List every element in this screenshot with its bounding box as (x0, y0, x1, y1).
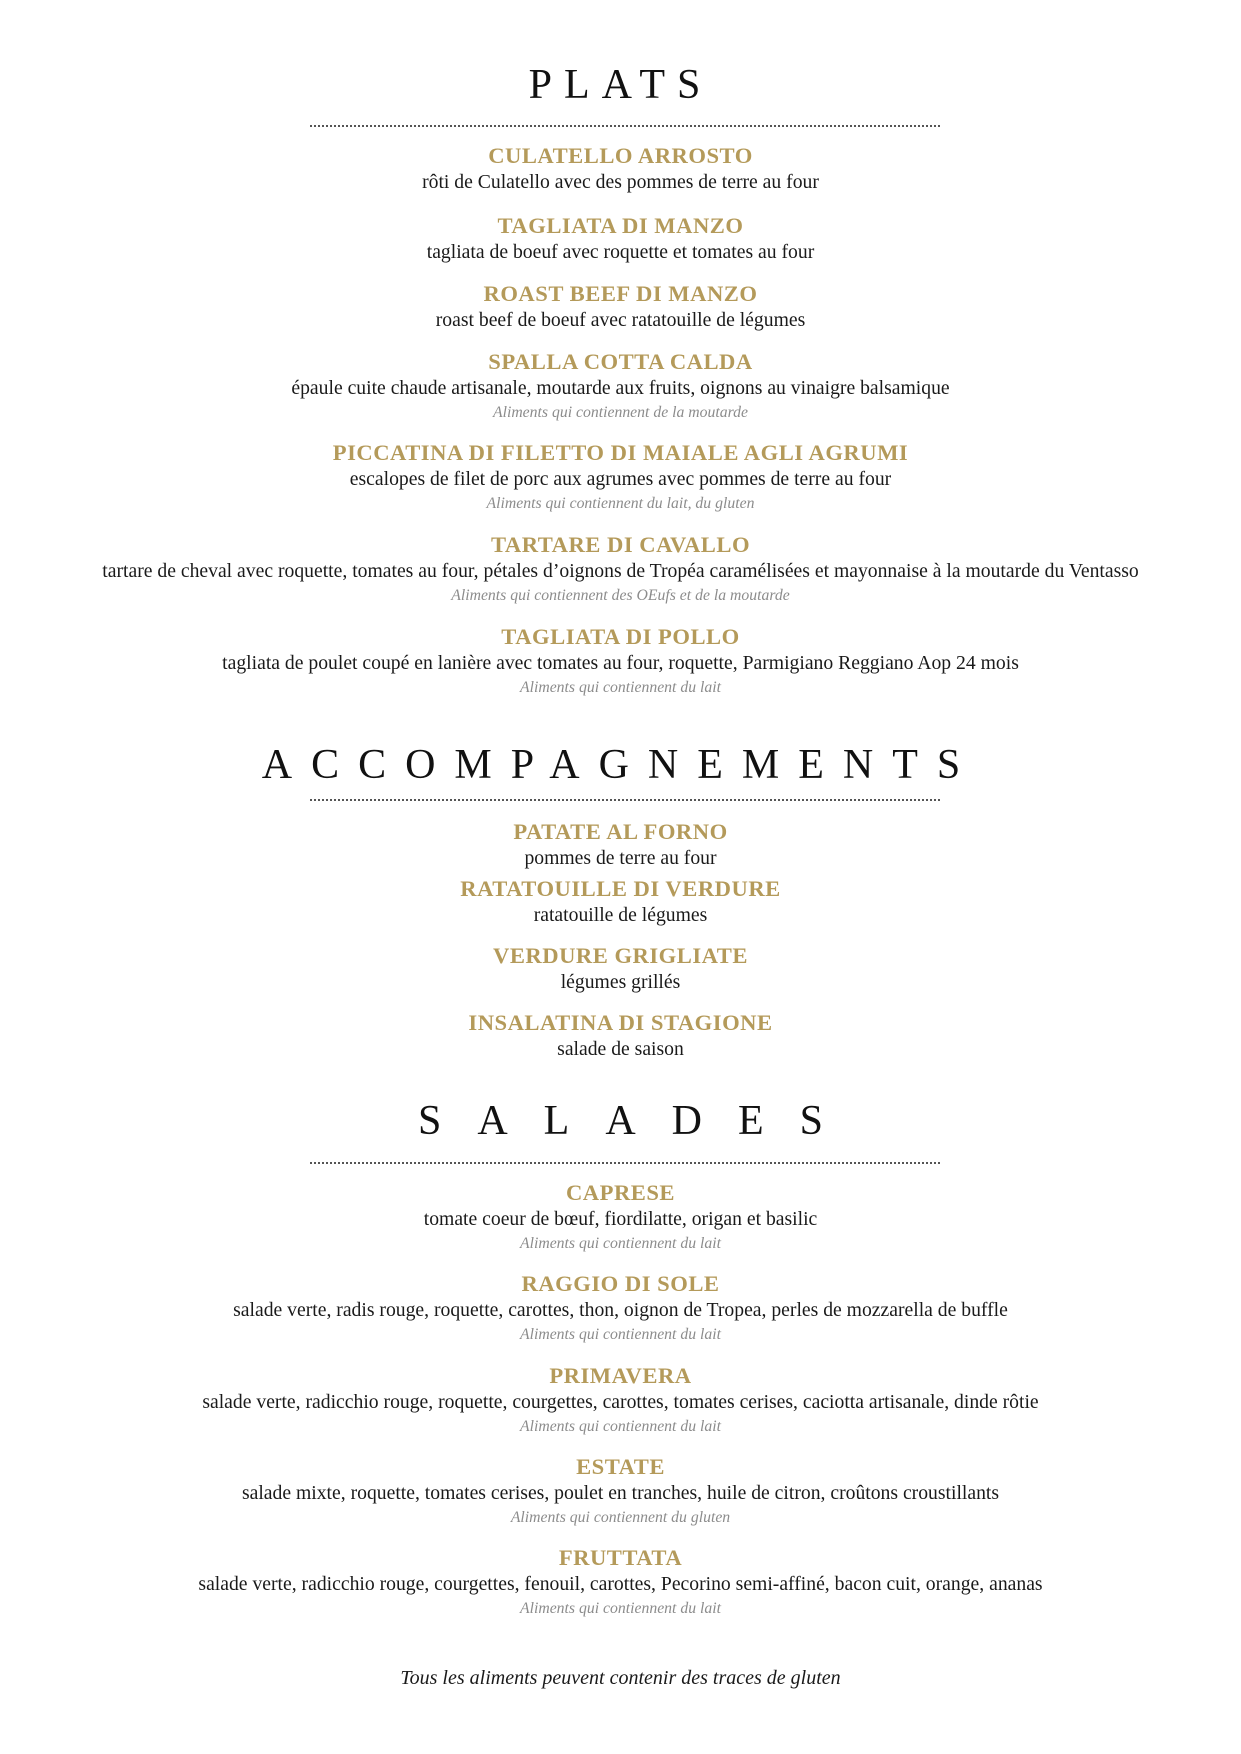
menu-item-description: salade de saison (557, 1038, 684, 1060)
menu-item-allergen: Aliments qui contiennent du gluten (510, 1509, 731, 1526)
menu-item-name: PATATE AL FORNO (513, 819, 728, 844)
section-divider (310, 1162, 940, 1164)
menu-item-name: PRIMAVERA (549, 1363, 692, 1388)
menu-item-name: SPALLA COTTA CALDA (488, 349, 753, 374)
menu-item-allergen: Aliments qui contiennent du lait (519, 1418, 722, 1435)
menu-item-description: escalopes de filet de porc aux agrumes avec pommes de terre au four (349, 468, 892, 490)
menu-item-name: CAPRESE (565, 1180, 676, 1205)
menu-item-description: tagliata de boeuf avec roquette et tomates au four (426, 241, 815, 263)
menu-item (0, 1454, 1241, 1530)
section-title-plats: PLATS (528, 62, 713, 108)
menu-item-allergen: Aliments qui contiennent du lait (519, 1600, 722, 1617)
menu-item-allergen: Aliments qui contiennent de la moutarde (492, 404, 749, 421)
menu-item-description: tomate coeur de bœuf, fiordilatte, origan et basilic (423, 1208, 818, 1230)
gluten-notice: Tous les aliments peuvent contenir des traces de gluten (400, 1667, 841, 1689)
menu-item-description: rôti de Culatello avec des pommes de terre au four (422, 171, 819, 193)
menu-item-allergen: Aliments qui contiennent du lait (519, 1235, 722, 1252)
menu-item-name: ESTATE (576, 1454, 665, 1479)
menu-item (0, 440, 1241, 516)
menu-item-description: salade verte, radis rouge, roquette, carottes, thon, oignon de Tropea, perles de mozzarella de buffle (233, 1299, 1008, 1321)
menu-item (0, 532, 1241, 608)
section-title-accompagnements: ACCOMPAGNEMENTS (261, 742, 980, 788)
menu-item (0, 281, 1241, 333)
menu-item (0, 1180, 1241, 1256)
menu-item-description: roast beef de boeuf avec ratatouille de légumes (435, 309, 806, 331)
menu-item-description: salade verte, radicchio rouge, roquette, courgettes, carottes, tomates cerises, caciotta artisanale, dinde rôtie (202, 1391, 1039, 1413)
menu-item-name: TARTARE DI CAVALLO (490, 532, 751, 557)
menu-item-name: ROAST BEEF DI MANZO (483, 281, 758, 306)
section-divider (310, 125, 940, 127)
menu-item (0, 213, 1241, 265)
menu-item-name: TAGLIATA DI POLLO (501, 624, 740, 649)
menu-item-allergen: Aliments qui contiennent du lait, du gluten (486, 495, 755, 512)
menu-item-description: légumes grillés (560, 971, 681, 993)
menu-item (0, 1363, 1241, 1439)
menu-item (0, 349, 1241, 425)
menu-item-description: pommes de terre au four (524, 847, 717, 869)
menu-item-description: tagliata de poulet coupé en lanière avec tomates au four, roquette, Parmigiano Reggiano Aop 24 mois (222, 652, 1019, 674)
menu-item (0, 943, 1241, 995)
menu-item (0, 819, 1241, 871)
menu-item-name: PICCATINA DI FILETTO DI MAIALE AGLI AGRUMI (332, 440, 909, 465)
menu-item-description: ratatouille de légumes (533, 904, 708, 926)
menu-item-allergen: Aliments qui contiennent du lait (519, 679, 722, 696)
section-title-salades: SALADES (417, 1098, 860, 1144)
menu-item-description: salade verte, radicchio rouge, courgettes, fenouil, carottes, Pecorino semi-affiné, bacon cuit, orange, ananas (198, 1573, 1043, 1595)
menu-item-name: TAGLIATA DI MANZO (497, 213, 744, 238)
menu-item-description: tartare de cheval avec roquette, tomates au four, pétales d’oignons de Tropéa caramélisées et mayonnaise à la moutarde du Ventasso (102, 560, 1139, 582)
menu-item-description: salade mixte, roquette, tomates cerises, poulet en tranches, huile de citron, croûtons croustillants (241, 1482, 1000, 1504)
menu-item-name: FRUTTATA (558, 1545, 683, 1570)
menu-item (0, 876, 1241, 928)
menu-item-description: épaule cuite chaude artisanale, moutarde aux fruits, oignons au vinaigre balsamique (291, 377, 950, 399)
menu-item (0, 1545, 1241, 1621)
menu-item-name: RATATOUILLE DI VERDURE (460, 876, 781, 901)
menu-item (0, 1271, 1241, 1347)
menu-item-name: INSALATINA DI STAGIONE (468, 1010, 773, 1035)
menu-item-name: VERDURE GRIGLIATE (493, 943, 748, 968)
menu-item-allergen: Aliments qui contiennent du lait (519, 1326, 722, 1343)
menu-item (0, 1010, 1241, 1062)
menu-item-name: CULATELLO ARROSTO (488, 143, 753, 168)
menu-item (0, 143, 1241, 195)
menu-item (0, 624, 1241, 700)
section-divider (310, 799, 940, 801)
menu-item-name: RAGGIO DI SOLE (521, 1271, 720, 1296)
menu-item-allergen: Aliments qui contiennent des OEufs et de la moutarde (451, 587, 790, 604)
